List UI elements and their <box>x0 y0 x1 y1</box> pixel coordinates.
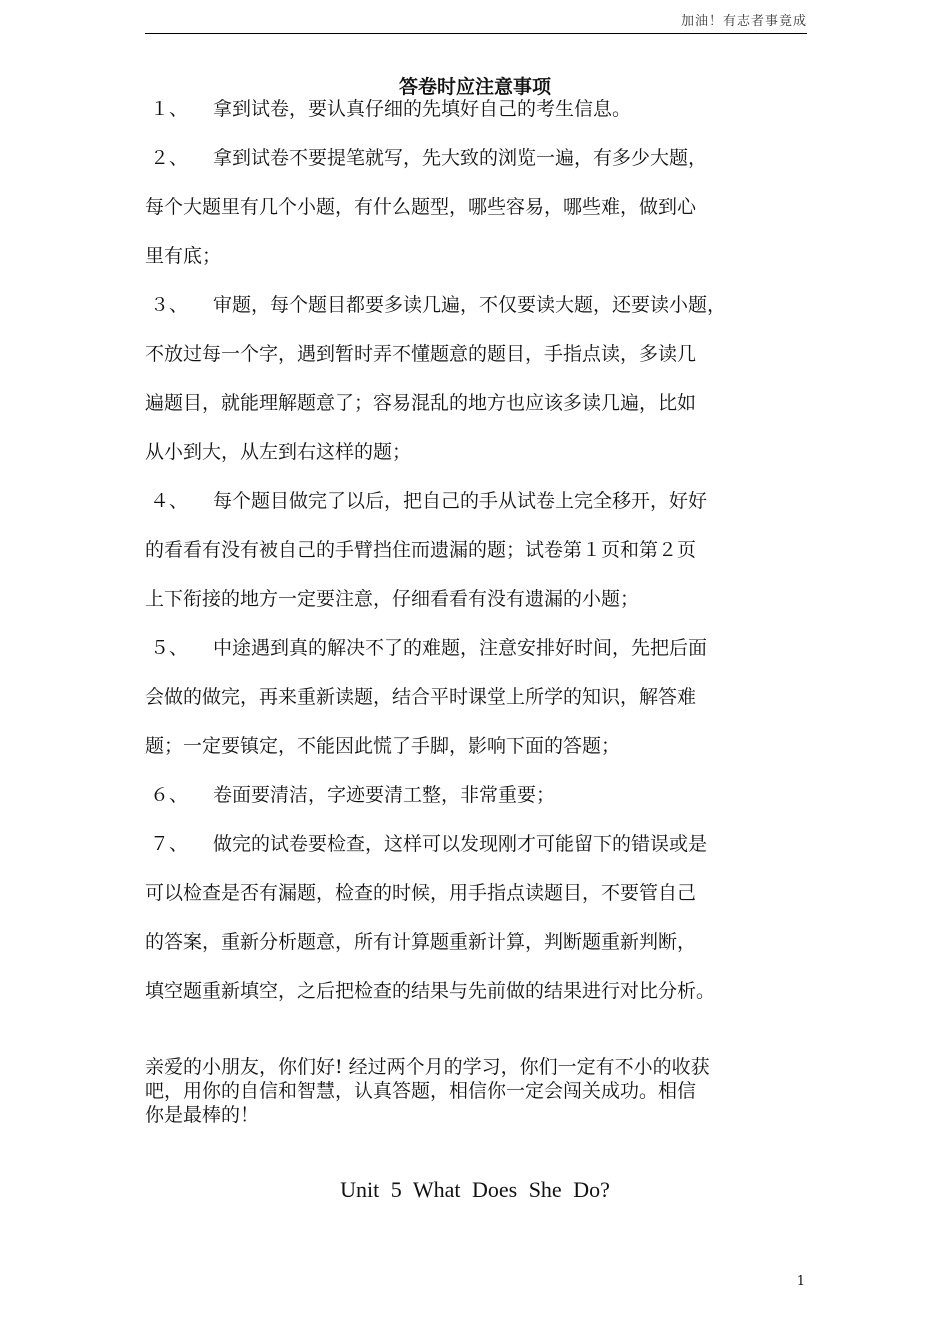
item-text-continued: 的看看有没有被自己的手臂挡住而遗漏的题；试卷第１页和第２页 <box>145 539 697 561</box>
item-text-continued: 从小到大，从左到右这样的题； <box>145 441 412 463</box>
item-text-continued: 的答案，重新分析题意，所有计算题重新计算，判断题重新判断， <box>145 931 697 953</box>
item-text: 审题，每个题目都要多读几遍，不仅要读大题，还要读小题， <box>213 294 727 316</box>
header-text: 加油！有志者事竟成 <box>680 14 807 29</box>
item-text: 中途遇到真的解决不了的难题，注意安排好时间，先把后面 <box>213 637 708 659</box>
item-text-continued: 里有底； <box>145 245 222 267</box>
item-number: ２、 <box>150 147 189 169</box>
list-item <box>145 94 825 143</box>
list-item <box>145 143 825 192</box>
item-text-continued: 遍题目，就能理解题意了；容易混乱的地方也应该多读几遍，比如 <box>145 392 697 414</box>
item-text-continued: 题；一定要镇定，不能因此慌了手脚，影响下面的答题； <box>145 735 621 757</box>
item-number: ７、 <box>150 833 189 855</box>
item-number: ４、 <box>150 490 189 512</box>
item-text: 拿到试卷不要提笔就写，先大致的浏览一遍，有多少大题， <box>213 147 708 169</box>
item-number: ５、 <box>150 637 189 659</box>
item-text-continued: 填空题重新填空，之后把检查的结果与先前做的结果进行对比分析。 <box>145 980 716 1002</box>
list-item <box>145 780 825 829</box>
list-item <box>145 829 825 878</box>
item-text-continued: 每个大题里有几个小题，有什么题型，哪些容易，哪些难，做到心 <box>145 196 697 218</box>
item-number: １、 <box>150 98 189 120</box>
item-text-continued: 会做的做完，再来重新读题，结合平时课堂上所学的知识，解答难 <box>145 686 697 708</box>
item-text-continued: 不放过每一个字，遇到暂时弄不懂题意的题目，手指点读，多读几 <box>145 343 697 365</box>
item-text: 做完的试卷要检查，这样可以发现刚才可能留下的错误或是 <box>213 833 708 855</box>
item-number: ３、 <box>150 294 189 316</box>
page-number: 1 <box>796 1274 805 1289</box>
item-text-continued: 可以检查是否有漏题，检查的时候，用手指点读题目，不要管自己 <box>145 882 697 904</box>
item-text: 每个题目做完了以后，把自己的手从试卷上完全移开，好好 <box>213 490 708 512</box>
item-text: 拿到试卷，要认真仔细的先填好自己的考生信息。 <box>213 98 632 120</box>
instructions-list <box>145 94 825 1025</box>
page-title: 答卷时应注意事项 <box>398 76 551 98</box>
list-item <box>145 633 825 682</box>
letter-line: 吧，用你的自信和智慧，认真答题，相信你一定会闯关成功。相信 <box>145 1080 697 1102</box>
list-item <box>145 486 825 535</box>
letter-line: 亲爱的小朋友，你们好! 经过两个月的学习，你们一定有不小的收获 <box>145 1056 710 1078</box>
header-rule <box>145 33 807 34</box>
letter-line: 你是最棒的！ <box>145 1104 260 1126</box>
item-number: ６、 <box>150 784 189 806</box>
item-text-continued: 上下衔接的地方一定要注意，仔细看看有没有遗漏的小题； <box>145 588 640 610</box>
greeting-letter <box>145 1055 825 1127</box>
list-item <box>145 290 825 339</box>
item-text: 卷面要清洁，字迹要清工整，非常重要； <box>213 784 556 806</box>
unit-title: Unit 5 What Does She Do? <box>340 1177 610 1202</box>
